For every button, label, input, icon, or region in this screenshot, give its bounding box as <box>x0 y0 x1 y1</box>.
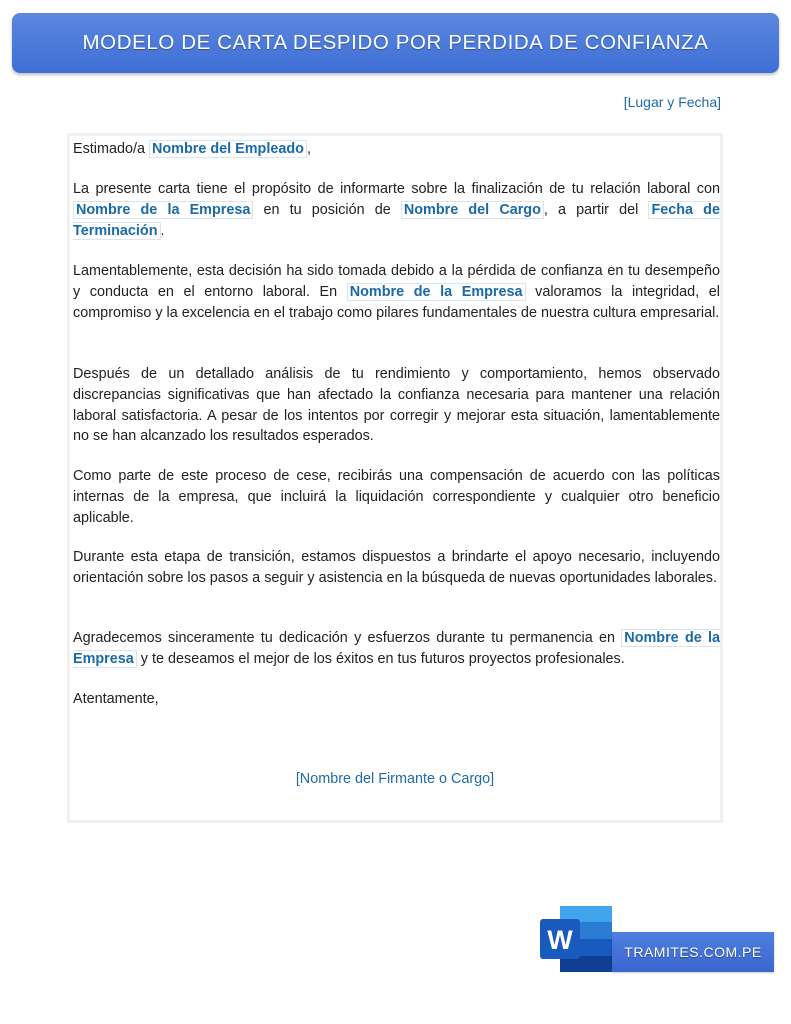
termination-date-placeholder: Fecha de Terminación <box>73 201 720 239</box>
paragraph-text: Agradecemos sinceramente tu dedicación y esfuerzos durante tu permanencia en <box>73 630 622 646</box>
word-logo-letter: W <box>547 925 573 955</box>
company-name-placeholder: Nombre de la Empresa <box>73 630 721 667</box>
paragraph-text: en tu posición de <box>253 201 401 218</box>
paragraph-text: , a partir del <box>543 201 649 218</box>
paragraph-analysis: Después de un detallado análisis de tu rendimiento y comportamiento, hemos observado discrepancias significativas que han afectado la confianza necesaria para mantener una relación laboral satisfactoria. A pesar de los intentos por corregir y mejorar esta situación, lamentablemente no se han alcanzado los resultados esperados. <box>73 366 720 445</box>
paragraph-text: La presente carta tiene el propósito de informarte sobre la finalización de tu relación laboral con <box>73 181 720 197</box>
paragraph-intro <box>73 179 720 241</box>
paragraph-text: y te deseamos el mejor de los éxitos en tus futuros proyectos profesionales. <box>136 650 625 667</box>
paragraph-text: . <box>160 222 165 239</box>
paragraph-text: Lamentablemente, esta decisión ha sido tomada debido a la pérdida de confianza en tu desempeño y conducta en el entorno laboral. En <box>73 263 720 300</box>
company-name-placeholder: Nombre de la Empresa <box>73 201 253 219</box>
document-title: MODELO DE CARTA DESPIDO POR PERDIDA DE CONFIANZA <box>82 31 709 54</box>
paragraph-compensation: Como parte de este proceso de cese, recibirás una compensación de acuerdo con las políticas internas de la empresa, que incluirá la liquidación correspondiente y cualquier otro beneficio aplicable. <box>73 468 720 526</box>
signer-placeholder: [Nombre del Firmante o Cargo] <box>295 771 495 787</box>
paragraph-transition: Durante esta etapa de transición, estamos dispuestos a brindarte el apoyo necesario, incluyendo orientación sobre los pasos a seguir y asistencia en la búsqueda de nuevas oportunidades laborales. <box>73 549 720 586</box>
paragraph-text: valoramos la integridad, el compromiso y la excelencia en el trabajo como pilares fundamentales de nuestra cultura empresarial. <box>73 283 720 321</box>
paragraph-thanks <box>73 628 720 670</box>
place-date-placeholder: [Lugar y Fecha] <box>623 94 721 110</box>
salutation-prefix: Estimado/a <box>73 141 149 157</box>
site-badge <box>612 932 774 972</box>
closing: Atentamente, <box>73 691 159 707</box>
paragraph-reason <box>73 261 720 323</box>
letter-body <box>67 133 723 823</box>
site-name: TRAMITES.COM.PE <box>624 944 762 960</box>
position-name-placeholder: Nombre del Cargo <box>401 201 544 219</box>
document-header <box>12 13 779 73</box>
salutation <box>73 139 311 160</box>
company-name-placeholder: Nombre de la Empresa <box>347 283 526 301</box>
salutation-suffix: , <box>306 141 311 157</box>
employee-name-placeholder: Nombre del Empleado <box>149 140 307 158</box>
word-icon <box>540 906 612 972</box>
